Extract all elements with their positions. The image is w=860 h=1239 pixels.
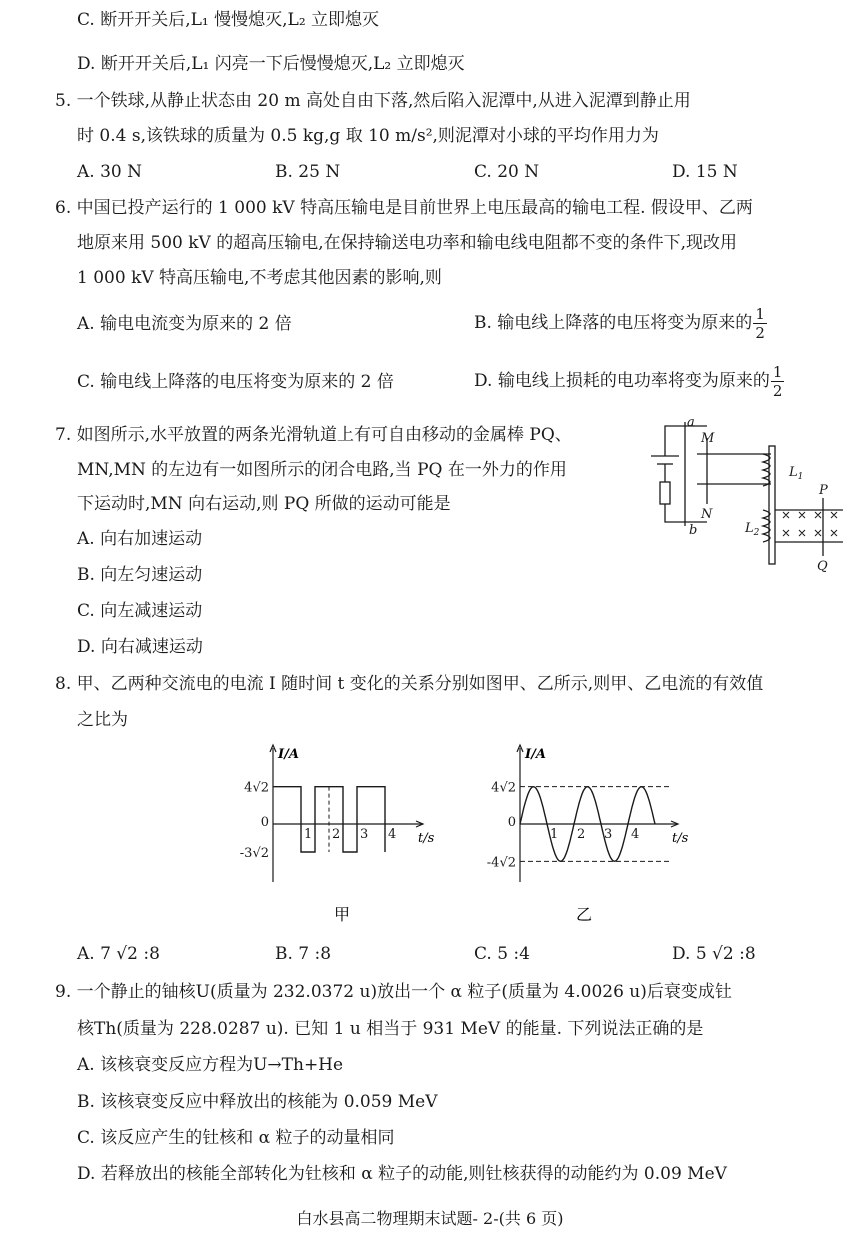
q9-option-b: B. 该核衰变反应中释放出的核能为 0.059 MeV bbox=[77, 1092, 438, 1112]
x-tick-label: 2 bbox=[577, 827, 586, 842]
label-L1: $L_1$ bbox=[789, 465, 804, 482]
q6-option-c: C. 输电线上降落的电压将变为原来的 2 倍 bbox=[77, 372, 394, 392]
x-tick-label: 4 bbox=[388, 827, 397, 842]
y-tick-label: 0 bbox=[260, 815, 269, 830]
q6-option-b-text: B. 输电线上降落的电压将变为原来的 bbox=[474, 313, 753, 333]
y-tick-label: -4√2 bbox=[486, 855, 516, 871]
q6-option-b bbox=[474, 305, 767, 342]
chart-title: 甲 bbox=[333, 905, 351, 924]
q8-stem-line1: 8. 甲、乙两种交流电的电流 I 随时间 t 变化的关系分别如图甲、乙所示,则甲、乙电流的有效值 bbox=[55, 674, 764, 694]
q9-option-c: C. 该反应产生的钍核和 α 粒子的动量相同 bbox=[77, 1128, 395, 1148]
q7-stem-line3: 下运动时,MN 向右运动,则 PQ 所做的运动可能是 bbox=[77, 494, 451, 514]
q9-stem-line1: 9. 一个静止的铀核U(质量为 232.0372 u)放出一个 α 粒子(质量为 4.0026 u)后衰变成钍 bbox=[55, 982, 732, 1002]
q7-option-a: A. 向右加速运动 bbox=[77, 529, 203, 549]
q6-option-d-text: D. 输电线上损耗的电功率将变为原来的 bbox=[474, 371, 770, 391]
x-tick-label: 2 bbox=[332, 827, 341, 842]
x-tick-label: 3 bbox=[604, 827, 613, 842]
label-L2: $L_2$ bbox=[745, 521, 760, 538]
q5-option-b: B. 25 N bbox=[275, 162, 341, 182]
q8-option-a: A. 7 √2 :8 bbox=[77, 944, 160, 964]
q6-stem-line2: 地原来用 500 kV 的超高压输电,在保持输送电功率和输电线电阻都不变的条件下,现改用 bbox=[77, 233, 738, 253]
y-tick-label: 4√2 bbox=[491, 780, 516, 796]
chart-jia bbox=[228, 740, 448, 930]
chart-yi bbox=[478, 740, 698, 930]
fraction-half bbox=[753, 305, 767, 342]
y-tick-label: 4√2 bbox=[244, 780, 269, 796]
page-footer: 白水县高二物理期末试题- 2-(共 6 页) bbox=[296, 1209, 564, 1228]
q4-option-c: C. 断开开关后,L₁ 慢慢熄灭,L₂ 立即熄灭 bbox=[77, 10, 380, 30]
q8-option-c: C. 5 :4 bbox=[474, 944, 530, 964]
q8-option-b: B. 7 :8 bbox=[275, 944, 332, 964]
q6-stem-line1: 6. 中国已投产运行的 1 000 kV 特高压输电是目前世界上电压最高的输电工程. 假设甲、乙两 bbox=[55, 198, 753, 218]
label-a: a bbox=[687, 415, 695, 430]
magnetic-field-crosses bbox=[783, 512, 837, 536]
q7-circuit-figure bbox=[645, 414, 850, 579]
q7-option-d: D. 向右减速运动 bbox=[77, 637, 203, 657]
fraction-denominator: 2 bbox=[755, 324, 765, 342]
q7-option-c: C. 向左减速运动 bbox=[77, 601, 203, 621]
label-M: M bbox=[701, 431, 715, 446]
y-axis-label: I/A bbox=[525, 747, 546, 762]
x-tick-label: 1 bbox=[550, 827, 559, 842]
q6-option-a: A. 输电电流变为原来的 2 倍 bbox=[77, 314, 292, 334]
fraction-half bbox=[771, 363, 785, 400]
label-b: b bbox=[689, 523, 698, 538]
fraction-denominator: 2 bbox=[772, 382, 783, 400]
q6-stem-line3: 1 000 kV 特高压输电,不考虑其他因素的影响,则 bbox=[77, 268, 442, 288]
q7-stem-line1: 7. 如图所示,水平放置的两条光滑轨道上有可自由移动的金属棒 PQ、 bbox=[55, 425, 572, 445]
q7-stem-line2: MN,MN 的左边有一如图所示的闭合电路,当 PQ 在一外力的作用 bbox=[77, 460, 567, 480]
q5-stem-line1: 5. 一个铁球,从静止状态由 20 m 高处自由下落,然后陷入泥潭中,从进入泥潭到静止用 bbox=[55, 91, 691, 111]
x-tick-label: 4 bbox=[631, 827, 640, 842]
q5-option-c: C. 20 N bbox=[474, 162, 540, 182]
label-N: N bbox=[701, 507, 713, 522]
q9-option-d: D. 若释放出的核能全部转化为钍核和 α 粒子的动能,则钍核获得的动能约为 0.09 MeV bbox=[77, 1164, 727, 1184]
x-axis-label: t/s bbox=[672, 831, 689, 846]
chart-title: 乙 bbox=[575, 905, 593, 924]
q5-option-d: D. 15 N bbox=[672, 162, 738, 182]
q8-option-d: D. 5 √2 :8 bbox=[672, 944, 756, 964]
q6-option-d bbox=[474, 363, 784, 400]
q5-stem-line2: 时 0.4 s,该铁球的质量为 0.5 kg,g 取 10 m/s²,则泥潭对小球的平均作用力为 bbox=[77, 126, 659, 146]
y-axis-label: I/A bbox=[278, 747, 299, 762]
x-tick-label: 1 bbox=[304, 827, 313, 842]
q5-option-a: A. 30 N bbox=[77, 162, 142, 182]
fraction-numerator: 1 bbox=[772, 363, 783, 381]
y-tick-label: -3√2 bbox=[239, 846, 269, 862]
q9-option-a: A. 该核衰变反应方程为U→Th+He bbox=[77, 1055, 344, 1075]
fraction-numerator: 1 bbox=[755, 305, 765, 323]
q4-option-d: D. 断开开关后,L₁ 闪亮一下后慢慢熄灭,L₂ 立即熄灭 bbox=[77, 54, 465, 74]
x-tick-label: 3 bbox=[360, 827, 369, 842]
q8-stem-line2: 之比为 bbox=[77, 710, 128, 730]
q7-option-b: B. 向左匀速运动 bbox=[77, 565, 203, 585]
x-axis-label: t/s bbox=[418, 831, 435, 846]
y-tick-label: 0 bbox=[507, 815, 516, 830]
q9-stem-line2: 核Th(质量为 228.0287 u). 已知 1 u 相当于 931 MeV 的能量. 下列说法正确的是 bbox=[77, 1019, 704, 1039]
label-Q: Q bbox=[817, 559, 828, 574]
label-P: P bbox=[819, 483, 828, 498]
